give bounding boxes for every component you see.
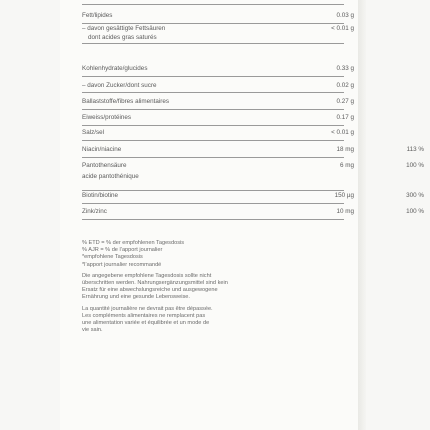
nutrient-label <box>82 0 103 1</box>
amount-value: 0.02 g <box>336 82 354 89</box>
nutrient-label-secondary: acide pantothénique <box>82 172 139 180</box>
note-line: Ersatz für eine abwechslungsreiche und ausgewogene <box>82 287 218 294</box>
percent-value: 100 % <box>406 162 424 169</box>
amount-value: < 0.01 g <box>331 25 354 32</box>
table-row <box>82 0 344 5</box>
table-row <box>82 208 424 220</box>
table-row <box>82 82 354 93</box>
note-line: vie sain. <box>82 327 103 334</box>
nutrient-label: Zink/zinc <box>82 208 107 215</box>
table-row <box>82 114 354 126</box>
note-line: überschritten werden. Nahrungsergänzungsmittel sind kein <box>82 280 228 287</box>
table-row <box>82 65 354 77</box>
table-row <box>82 25 354 44</box>
note-line: Ernährung und eine gesunde Lebensweise. <box>82 294 190 301</box>
nutrient-label: Fett/lipides <box>82 12 113 19</box>
table-row <box>82 98 354 110</box>
nutrient-label: Kohlenhydrate/glucides <box>82 65 148 72</box>
amount-value: 10 mg <box>336 208 354 215</box>
amount-value: 0.17 g <box>336 114 354 121</box>
table-row <box>82 192 424 204</box>
note-line: Les compléments alimentaires ne remplacent pas <box>82 312 206 319</box>
german-notice <box>82 273 344 302</box>
note-line: % AJR = % de l’apport journalier <box>82 247 163 254</box>
amount-value: 0.27 g <box>336 98 354 105</box>
nutrient-label: – davon Zucker/dont sucre <box>82 82 157 89</box>
nutrient-label: Salz/sel <box>82 129 105 136</box>
note-line: % ETD = % der empfohlenen Tagesdosis <box>82 240 185 246</box>
note-line: Die angegebene empfohlene Tagesdosis sollte nicht <box>82 272 212 279</box>
amount-value: < 0.01 g <box>331 129 354 136</box>
amount-value: 6 mg <box>340 162 354 169</box>
nutrient-label: Eiweiss/protéines <box>82 114 131 121</box>
amount-value <box>280 0 354 1</box>
table-row <box>82 146 424 158</box>
nutrient-label: Pantothensäure acide pantothénique <box>82 162 232 180</box>
nutrient-label: – davon gesättigte Fettsäuren dont acides gras saturés <box>82 25 232 41</box>
percent-value: 100 % <box>406 208 424 215</box>
nutrient-label: Ballaststoffe/fibres alimentaires <box>82 98 170 105</box>
percent-value: 113 % <box>406 146 424 153</box>
nutrient-label-secondary: dont acides gras saturés <box>88 33 157 41</box>
amount-value: 0.03 g <box>336 12 354 19</box>
nutrient-label: Niacin/niacine <box>82 146 122 153</box>
amount-value: 18 mg <box>336 146 354 153</box>
note-line: *l’apport journalier recommandé <box>82 261 162 268</box>
table-row <box>82 129 354 141</box>
note-line: La quantité journalière ne devrait pas être dépassée. <box>82 305 213 312</box>
table-row <box>82 162 424 191</box>
amount-value: 0.33 g <box>336 65 354 72</box>
amount-value: 150 µg <box>334 192 354 199</box>
note-line: une alimentation variée et équilibrée et un mode de <box>82 320 210 327</box>
table-row <box>82 12 354 24</box>
legend-block <box>82 240 344 269</box>
note-line: *empfohlene Tagesdosis <box>82 254 143 261</box>
french-notice <box>82 306 344 335</box>
percent-value: 300 % <box>406 192 424 199</box>
nutrient-label: Biotin/biotine <box>82 192 119 199</box>
notes-section <box>82 240 344 338</box>
